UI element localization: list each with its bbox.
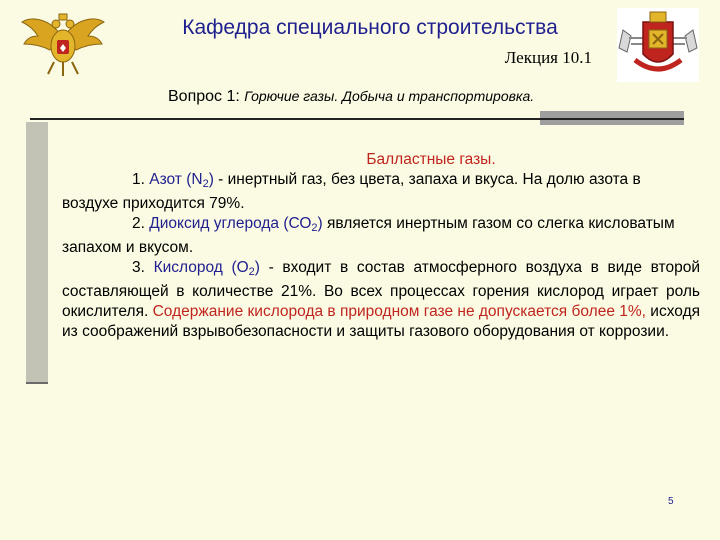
item-oxygen [62,258,700,342]
header-divider [30,118,684,120]
item-nitrogen [62,170,700,214]
item-text: является инертным газом со слегка кисловатым запахом и вкусом. [62,215,675,256]
item-name: Диоксид углерода $(СО_2)$ [149,215,323,234]
question-topic: Горючие газы. Добыча и транспортировка. [244,88,535,104]
section-heading: Балластные газы. [366,151,496,168]
question-line [168,88,534,106]
left-side-bar [26,122,48,384]
left-side-bar-rule [26,382,48,384]
item-highlight: Содержание кислорода в природном газе не допускается более 1%, [152,303,646,320]
item-number: 1. [132,171,145,188]
item-text: - инертный газ, без цвета, запаха и вкуса. На долю азота в воздухе приходится 79%. [62,171,641,212]
eagle-emblem-icon [20,8,106,78]
department-title: Кафедра специального строительства [182,16,558,39]
item-number: 3. [132,259,145,276]
item-tail: исходя из соображений взрывобезопасности и защиты газового оборудования от коррозии. [62,303,701,340]
academy-coat-of-arms-icon [617,8,699,82]
slide-content [62,150,700,342]
page-number: 5 [668,496,674,507]
lecture-label: Лекция 10.1 [504,48,592,67]
item-text: - входит в состав атмосферного воздуха в виде второй составляющей в количестве 21%. Во всех процессах горения кислород играет роль окислителя. [62,259,700,320]
item-carbon-dioxide [62,214,700,258]
item-number: 2. [132,215,145,232]
item-name: Азот $(N_2)$ [149,171,214,190]
item-name: Кислород $(О_2)$ [153,259,260,278]
question-prefix: Вопрос 1: [168,88,240,105]
